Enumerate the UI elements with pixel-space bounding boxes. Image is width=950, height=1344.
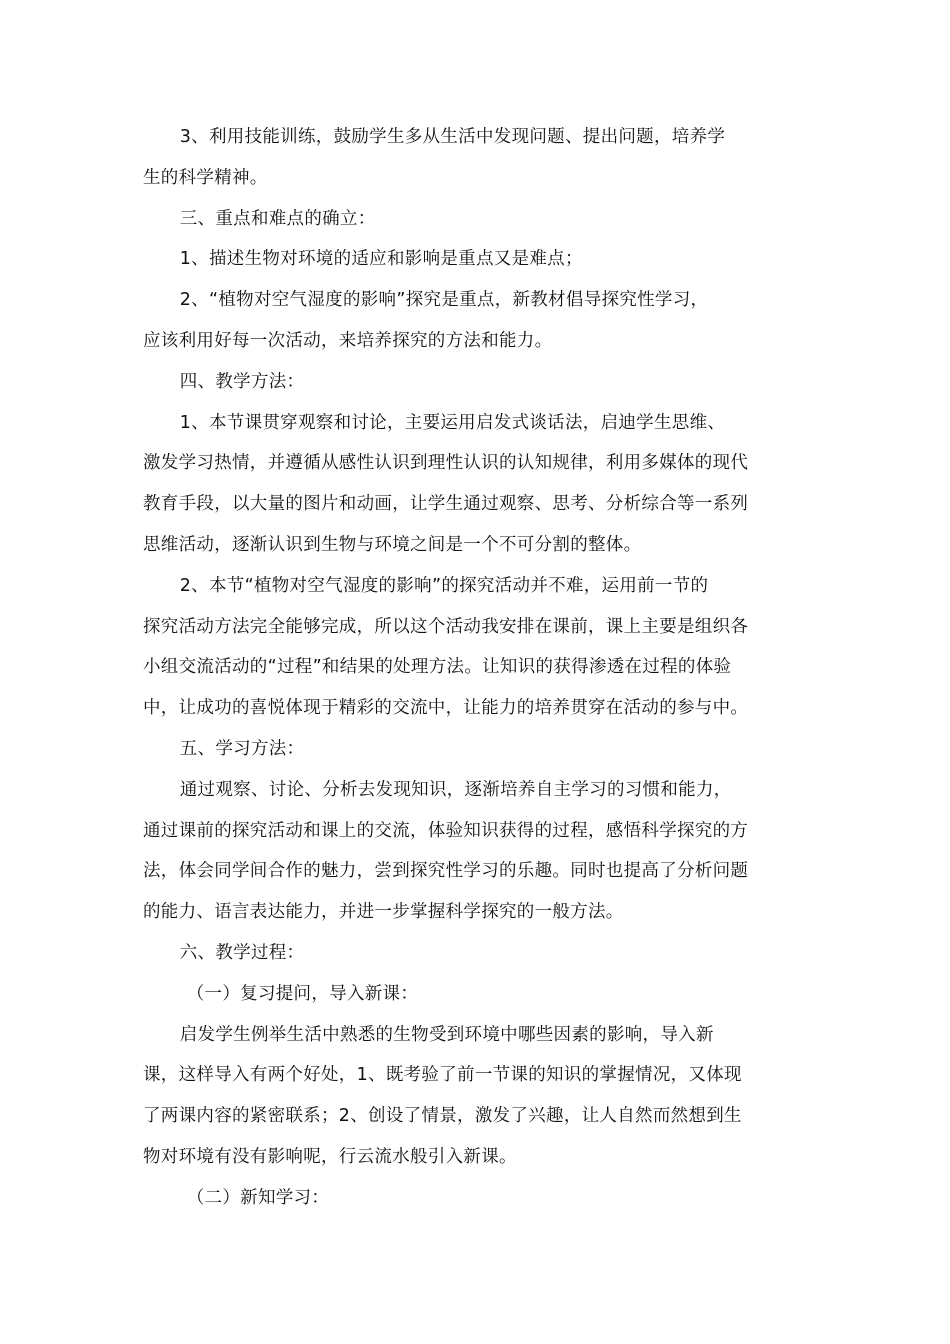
paragraph-line: 通过课前的探究活动和课上的交流，体验知识获得的过程，感悟科学探究的方 [143,820,749,841]
document-body [143,117,807,1219]
section-heading: 三、重点和难点的确立： [179,208,376,229]
paragraph-line: 1、描述生物对环境的适应和影响是重点又是难点； [179,249,583,270]
paragraph-line: 2、本节“植物对空气湿度的影响”的探究活动并不难，运用前一节的 [179,575,709,596]
paragraph-line: 启发学生例举生活中熟悉的生物受到环境中哪些因素的影响，导入新 [179,1024,714,1045]
paragraph-line: 课，这样导入有两个好处，1、既考验了前一节课的知识的掌握情况，又体现 [143,1065,742,1086]
paragraph-line: 的能力、语言表达能力，并进一步掌握科学探究的一般方法。 [143,902,624,923]
paragraph-line: 应该利用好每一次活动，来培养探究的方法和能力。 [143,330,553,351]
section-heading: 五、学习方法： [179,738,305,759]
paragraph-line: 3、利用技能训练，鼓励学生多从生活中发现问题、提出问题，培养学 [179,127,726,147]
paragraph-line: 2、“植物对空气湿度的影响”探究是重点，新教材倡导探究性学习， [179,290,709,311]
paragraph-line: 探究活动方法完全能够完成，所以这个活动我安排在课前，课上主要是组织各 [143,616,749,637]
paragraph-line: 1、本节课贯穿观察和讨论，主要运用启发式谈话法，启迪学生思维、 [179,412,726,433]
subsection-heading: （二）新知学习： [186,1187,330,1208]
paragraph-line: 小组交流活动的“过程”和结果的处理方法。让知识的获得渗透在过程的体验 [143,657,732,678]
subsection-heading: （一）复习提问，导入新课： [186,983,419,1004]
paragraph-line: 物对环境有没有影响呢，行云流水般引入新课。 [143,1146,517,1167]
paragraph-line: 通过观察、讨论、分析去发现知识，逐渐培养自主学习的习惯和能力， [179,779,732,800]
section-heading: 六、教学过程： [179,942,305,963]
paragraph-line: 激发学习热情，并遵循从感性认识到理性认识的认知规律，利用多媒体的现代 [143,453,749,474]
paragraph-line: 法，体会同学间合作的魅力，尝到探究性学习的乐趣。同时也提高了分析问题 [143,861,749,882]
paragraph-line: 教育手段，以大量的图片和动画，让学生通过观察、思考、分析综合等一系列 [143,494,749,515]
paragraph-line: 了两课内容的紧密联系；2、创设了情景，激发了兴趣，让人自然而然想到生 [143,1106,742,1127]
paragraph-line: 生的科学精神。 [143,167,268,188]
section-heading: 四、教学方法： [179,371,305,392]
paragraph-line: 中，让成功的喜悦体现于精彩的交流中，让能力的培养贯穿在活动的参与中。 [143,698,749,719]
paragraph-line: 思维活动，逐渐认识到生物与环境之间是一个不可分割的整体。 [143,534,642,555]
